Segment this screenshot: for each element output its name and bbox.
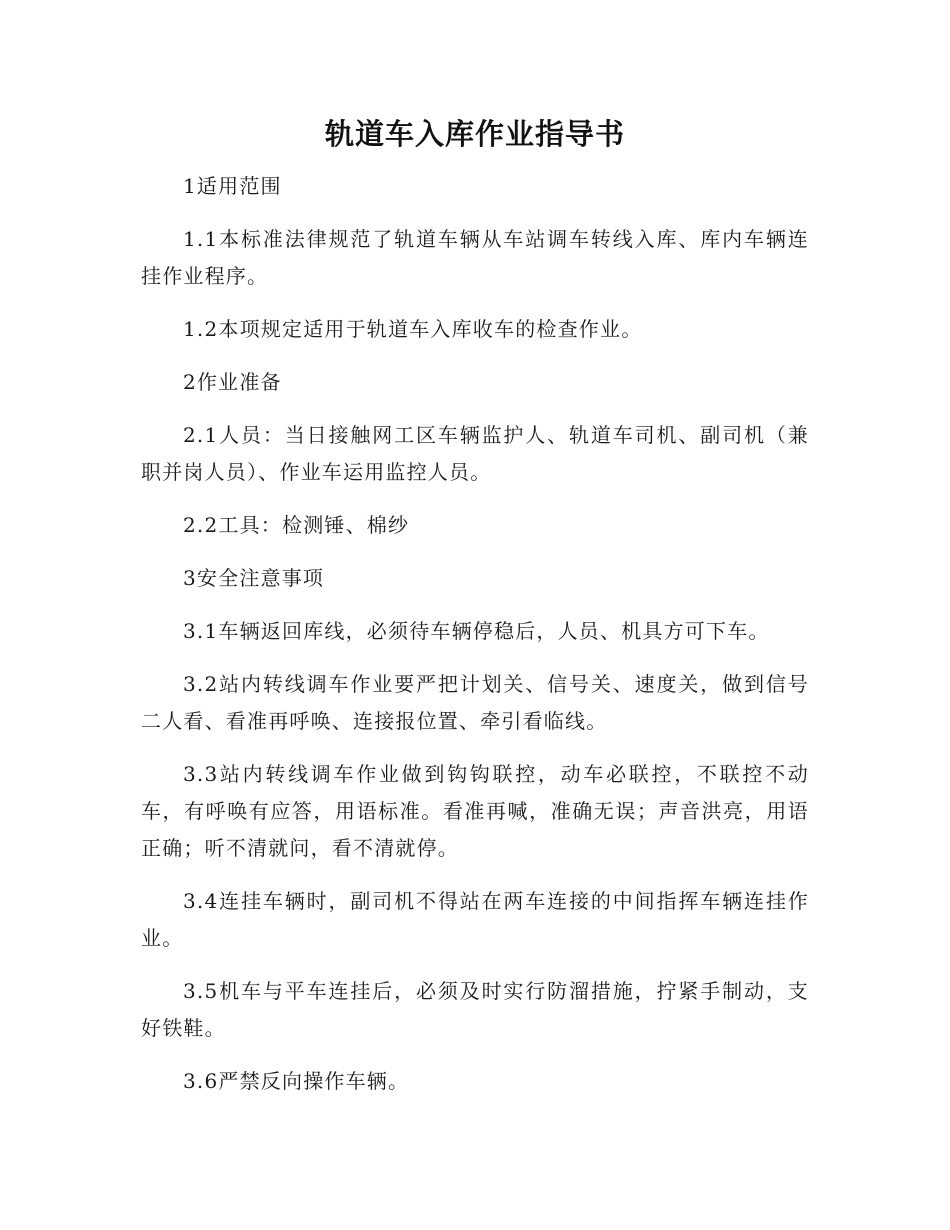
paragraph-1-2: 1.2本项规定适用于轨道车入库收车的检查作业。 xyxy=(183,317,643,341)
paragraph-3-1: 3.1车辆返回库线，必须待车辆停稳后，人员、机具方可下车。 xyxy=(183,619,770,643)
paragraph-3-2: 3.2站内转线调车作业要严把计划关、信号关、速度关，做到信号二人看、看准再呼唤、连接报位置、牵引看临线。 xyxy=(141,672,809,733)
document-body xyxy=(141,168,809,1116)
paragraph-3-5: 3.5机车与平车连挂后，必须及时实行防溜措施，拧紧手制动，支好铁鞋。 xyxy=(141,979,809,1040)
paragraph-3-3: 3.3站内转线调车作业做到钩钩联控，动车必联控，不联控不动车，有呼唤有应答，用语标准。看准再喊，准确无误；声音洪亮，用语正确；听不清就问，看不清就停。 xyxy=(141,762,809,860)
paragraph-1-1: 1.1本标准法律规范了轨道车辆从车站调车转线入库、库内车辆连挂作业程序。 xyxy=(141,227,809,288)
paragraph-2-2: 2.2工具：检测锤、棉纱 xyxy=(183,513,410,537)
paragraph-3-6: 3.6严禁反向操作车辆。 xyxy=(183,1069,410,1093)
section-heading-preparation: 2作业准备 xyxy=(183,370,282,394)
paragraph-3-4: 3.4连挂车辆时，副司机不得站在两车连接的中间指挥车辆连挂作业。 xyxy=(141,889,809,950)
document-title: 轨道车入库作业指导书 xyxy=(324,117,625,151)
paragraph-2-1: 2.1人员：当日接触网工区车辆监护人、轨道车司机、副司机（兼职并岗人员）、作业车运用监控人员。 xyxy=(141,423,809,484)
section-heading-scope: 1适用范围 xyxy=(183,174,282,198)
section-heading-safety: 3安全注意事项 xyxy=(183,566,325,590)
